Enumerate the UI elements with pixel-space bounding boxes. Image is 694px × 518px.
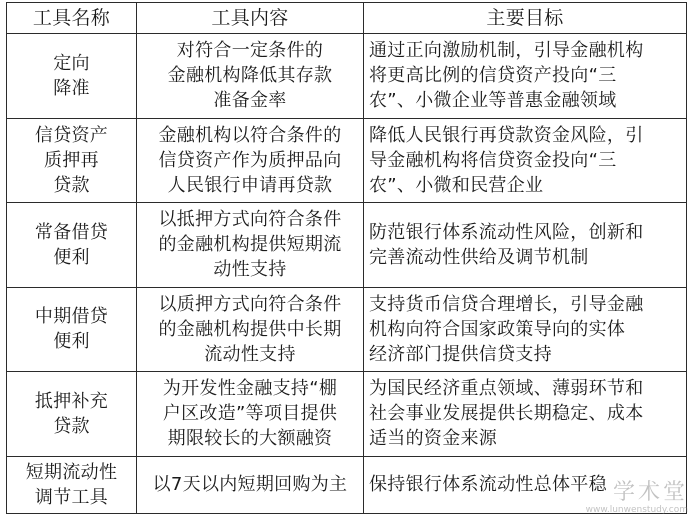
tool-content-cell: 以7天以内短期回购为主 bbox=[137, 456, 364, 514]
tool-name-cell: 定向 降准 bbox=[7, 34, 137, 119]
header-main-target: 主要目标 bbox=[364, 3, 687, 34]
tool-name-cell: 信贷资产 质押再 贷款 bbox=[7, 118, 137, 203]
main-target-cell: 防范银行体系流动性风险，创新和 完善流动性供给及调节机制 bbox=[364, 203, 687, 288]
tool-name-cell: 短期流动性 调节工具 bbox=[7, 456, 137, 514]
tool-name-cell: 常备借贷 便利 bbox=[7, 203, 137, 288]
table-row bbox=[7, 34, 687, 119]
watermark-url: www.lunwenstudy.com bbox=[585, 505, 688, 515]
tool-content-cell: 对符合一定条件的 金融机构降低其存款 准备金率 bbox=[137, 34, 364, 119]
tool-content-cell: 以抵押方式向符合条件 的金融机构提供短期流 动性支持 bbox=[137, 203, 364, 288]
main-target-cell: 保持银行体系流动性总体平稳 bbox=[364, 456, 687, 514]
table-row bbox=[7, 372, 687, 457]
tool-name-cell: 抵押补充 贷款 bbox=[7, 372, 137, 457]
table-row bbox=[7, 456, 687, 514]
tool-content-cell: 为开发性金融支持“棚 户区改造”等项目提供 期限较长的大额融资 bbox=[137, 372, 364, 457]
tool-content-cell: 金融机构以符合条件的 信贷资产作为质押品向 人民银行申请再贷款 bbox=[137, 118, 364, 203]
table-row bbox=[7, 287, 687, 372]
monetary-policy-tools-table bbox=[6, 2, 687, 514]
main-target-cell: 降低人民银行再贷款资金风险，引 导金融机构将信贷资金投向“三 农”、小微和民营企业 bbox=[364, 118, 687, 203]
table-header-row bbox=[7, 3, 687, 34]
table-row bbox=[7, 203, 687, 288]
header-tool-content: 工具内容 bbox=[137, 3, 364, 34]
main-target-cell: 为国民经济重点领域、薄弱环节和 社会事业发展提供长期稳定、成本 适当的资金来源 bbox=[364, 372, 687, 457]
header-tool-name: 工具名称 bbox=[7, 3, 137, 34]
tool-content-cell: 以质押方式向符合条件 的金融机构提供中长期 流动性支持 bbox=[137, 287, 364, 372]
main-target-cell: 通过正向激励机制，引导金融机构 将更高比例的信贷资产投向“三 农”、小微企业等普惠金融领域 bbox=[364, 34, 687, 119]
watermark-logo-text: 学术堂 bbox=[612, 480, 688, 505]
main-target-cell: 支持货币信贷合理增长，引导金融 机构向符合国家政策导向的实体 经济部门提供信贷支持 bbox=[364, 287, 687, 372]
table-row bbox=[7, 118, 687, 203]
tool-name-cell: 中期借贷 便利 bbox=[7, 287, 137, 372]
